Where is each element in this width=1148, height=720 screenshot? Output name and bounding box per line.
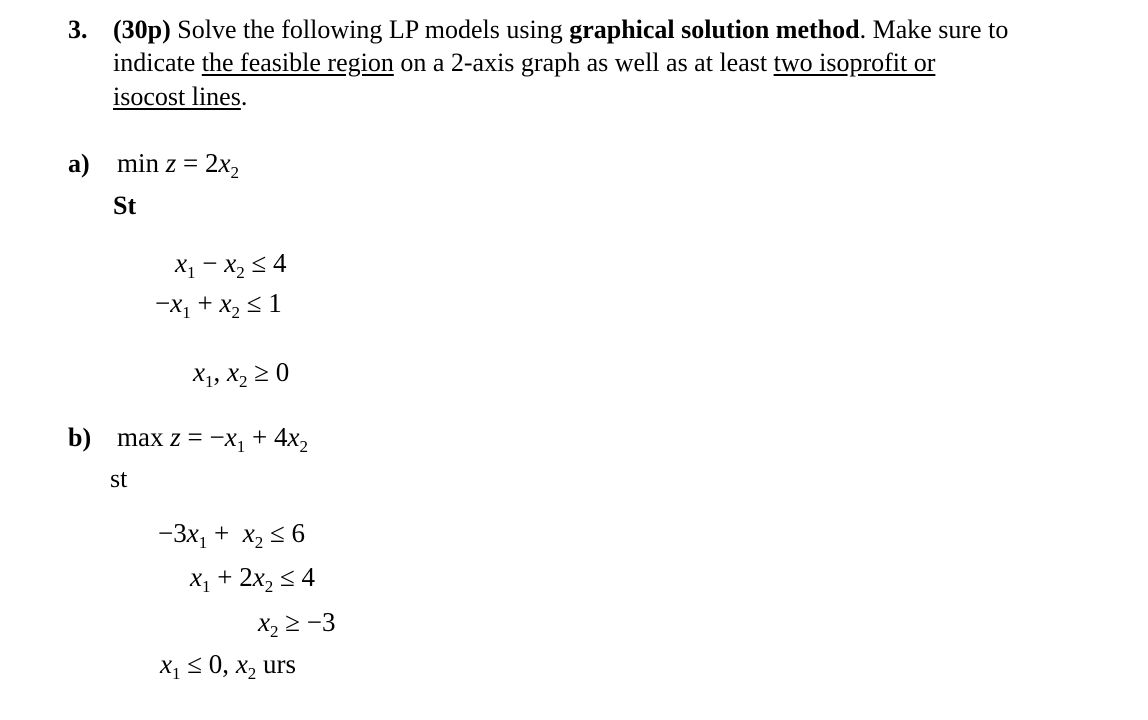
- math-subscript: 1: [186, 263, 196, 282]
- question-line-1: [113, 17, 1008, 43]
- math-subscript: 1: [236, 437, 246, 456]
- math-variable: x: [235, 649, 248, 679]
- question-points: (30p): [113, 15, 171, 44]
- text: . Make sure to: [859, 15, 1009, 44]
- part-a-label: a): [68, 149, 90, 178]
- math-variable: x: [242, 518, 255, 548]
- math-variable: x: [193, 357, 205, 387]
- math-text: −3: [158, 518, 187, 548]
- math-subscript: 1: [171, 664, 181, 683]
- math-text: +: [190, 288, 220, 318]
- math-variable: x: [160, 649, 172, 679]
- text: on a 2-axis graph as well as at least: [393, 48, 774, 77]
- math-subscript: 2: [247, 664, 257, 683]
- underlined-isoprofit: two isoprofit or: [773, 48, 936, 77]
- math-text: ≤ 4: [273, 562, 316, 592]
- math-variable: z: [165, 148, 177, 178]
- math-variable: z: [170, 422, 181, 452]
- math-subscript: 2: [231, 303, 240, 322]
- math-text: ≥ −3: [278, 607, 336, 637]
- text: .: [240, 82, 248, 111]
- math-variable: x: [190, 562, 202, 592]
- math-text: urs: [256, 649, 297, 679]
- math-text: + 4: [245, 422, 288, 452]
- emphasis-method: graphical solution method: [569, 15, 860, 44]
- part-a-objective: [117, 148, 239, 182]
- part-b-st-label: st: [110, 464, 128, 493]
- math-variable: x: [186, 518, 199, 548]
- math-variable: x: [226, 357, 239, 387]
- part-b-objective: [117, 422, 308, 456]
- math-text: ,: [213, 357, 227, 387]
- math-subscript: 1: [201, 577, 211, 596]
- math-variable: x: [224, 422, 237, 452]
- math-subscript: 2: [254, 533, 264, 552]
- part-a-constraint-2: [155, 288, 282, 322]
- part-b-constraint-4: [160, 649, 297, 683]
- text: indicate: [113, 48, 202, 77]
- math-text: ≤ 4: [244, 248, 287, 278]
- math-variable: x: [252, 562, 265, 592]
- question-line-3: [113, 84, 247, 110]
- math-subscript: 2: [299, 437, 308, 456]
- math-subscript: 2: [236, 263, 245, 282]
- math-text: = 2: [176, 148, 219, 178]
- part-b-constraint-3: [258, 607, 336, 641]
- underlined-isocost: isocost lines: [113, 82, 241, 111]
- math-text: min: [117, 148, 166, 178]
- part-a-constraint-3: [193, 357, 290, 391]
- math-text: max: [117, 422, 171, 452]
- text: Solve the following LP models using: [170, 15, 570, 44]
- math-variable: x: [219, 288, 232, 318]
- part-b-label: b): [68, 423, 92, 452]
- math-text: = −: [180, 422, 225, 452]
- question-line-2: [113, 50, 935, 76]
- math-text: −: [155, 288, 171, 318]
- math-variable: x: [287, 422, 300, 452]
- math-text: ≤ 6: [263, 518, 306, 548]
- math-variable: x: [258, 607, 270, 637]
- math-text: + 2: [210, 562, 253, 592]
- part-a-constraint-1: [175, 248, 287, 282]
- part-b-constraint-2: [190, 562, 316, 596]
- part-a-st-label: St: [113, 191, 137, 220]
- math-variable: x: [170, 288, 183, 318]
- underlined-feasible-region: the feasible region: [201, 48, 394, 77]
- math-variable: x: [175, 248, 187, 278]
- math-subscript: 2: [264, 577, 274, 596]
- math-text: ≥ 0: [247, 357, 290, 387]
- math-subscript: 2: [269, 622, 279, 641]
- part-b-constraint-1: [158, 518, 306, 552]
- math-text: +: [207, 518, 243, 548]
- math-subscript: 1: [204, 372, 214, 391]
- math-text: −: [195, 248, 225, 278]
- math-variable: x: [218, 148, 231, 178]
- question-number: 3.: [68, 15, 88, 44]
- math-subscript: 2: [230, 163, 239, 182]
- math-variable: x: [224, 248, 237, 278]
- math-subscript: 1: [198, 533, 208, 552]
- math-subscript: 2: [238, 372, 248, 391]
- math-text: ≤ 1: [239, 288, 282, 318]
- math-text: ≤ 0,: [180, 649, 236, 679]
- math-subscript: 1: [182, 303, 191, 322]
